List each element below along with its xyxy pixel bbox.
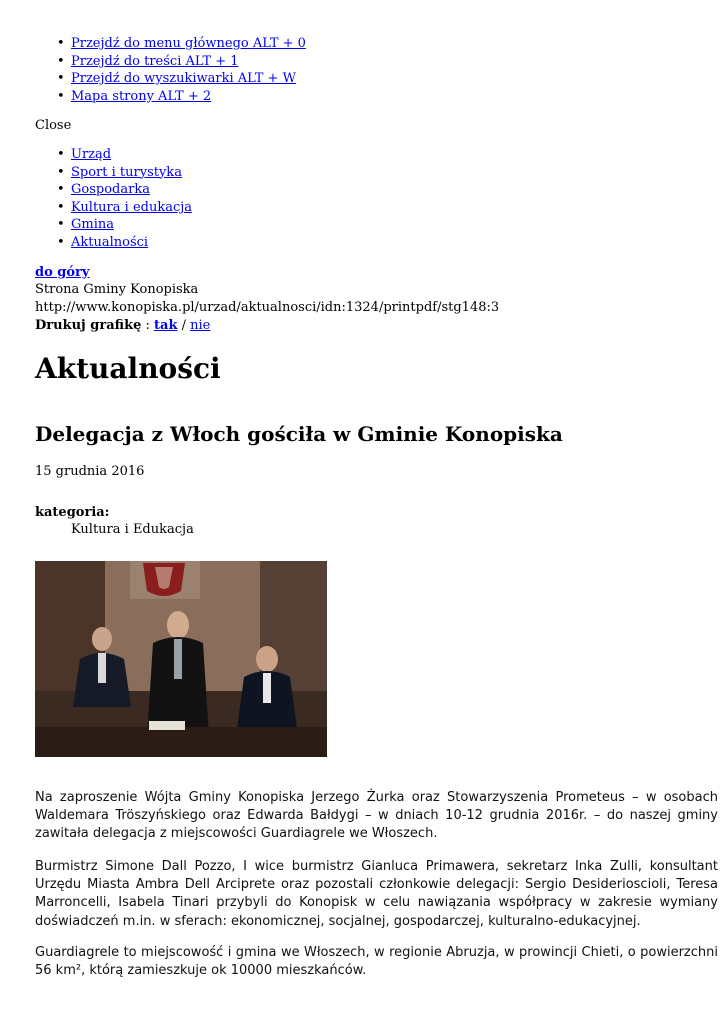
article-photo [35, 561, 327, 757]
nav-item [71, 164, 192, 182]
nav-item [71, 234, 192, 252]
skip-link-item [71, 88, 306, 106]
nav-link-kultura[interactable]: Kultura i edukacja [71, 199, 193, 215]
print-graphics-row [35, 317, 210, 334]
skip-to-content-link[interactable]: Przejdź do treści ALT + 1 [71, 53, 239, 69]
nav-link-gospodarka[interactable]: Gospodarka [71, 182, 150, 198]
print-graphics-no-link[interactable]: nie [190, 318, 211, 333]
close-button[interactable]: Close [35, 118, 72, 133]
main-nav [0, 146, 192, 252]
nav-link-aktualnosci[interactable]: Aktualności [71, 234, 149, 250]
skip-to-menu-link[interactable]: Przejdź do menu głównego ALT + 0 [71, 36, 306, 51]
print-graphics-separator: : [141, 318, 155, 333]
skip-link-item [71, 70, 306, 88]
article-title: Delegacja z Włoch gościła w Gminie Konopiska [35, 422, 563, 446]
category-label: kategoria: [35, 505, 110, 520]
nav-link-sport[interactable]: Sport i turystyka [71, 164, 182, 180]
nav-item [71, 181, 192, 199]
skip-links-list [0, 35, 306, 105]
section-title: Aktualności [35, 352, 221, 385]
article-paragraph: Na zaproszenie Wójta Gminy Konopiska Jerzego Żurka oraz Stowarzyszenia Prometeus – w osobach Waldemara Tröszyńskiego oraz Edwarda Bałdygi – w dniach 10-12 grudnia 2016r. – do naszej gminy zawitała delegacja z miejscowości Guardiagrele we Włoszech. [35, 790, 718, 842]
print-graphics-yes-link[interactable]: tak [154, 318, 178, 333]
article-paragraph: Burmistrz Simone Dall Pozzo, I wice burmistrz Gianluca Primawera, sekretarz Inka Zulli, konsultant Urzędu Miasta Ambra Dell Arciprete oraz pozostali członkowie delegacji: Sergio Desiderioscioli, Teresa Marroncelli, Isabela Tinari przybyli do Konopisk w celu nawiązania współpracy w zakresie wymiany doświadczeń m.in. w sferach: ekonomicznej, socjalnej, gospodarczej, kulturalno-edukacyjnej. [35, 859, 718, 929]
skip-to-search-link[interactable]: Przejdź do wyszukiwarki ALT + W [71, 71, 296, 87]
nav-link-urzad[interactable]: Urząd [71, 147, 112, 162]
skip-link-item [71, 53, 306, 71]
sitemap-link[interactable]: Mapa strony ALT + 2 [71, 88, 212, 104]
article-paragraph: Guardiagrele to miejscowość i gmina we Włoszech, w regionie Abruzja, w prowincji Chieti, o powierzchni 56 km², którą zamieszkuje ok 10000 mieszkańców. [35, 945, 718, 979]
site-name: Strona Gminy Konopiska [35, 282, 199, 297]
nav-item [71, 216, 192, 234]
nav-item [71, 146, 192, 164]
article-date: 15 grudnia 2016 [35, 464, 145, 479]
print-graphics-slash: / [177, 318, 191, 333]
nav-link-gmina[interactable]: Gmina [71, 217, 114, 233]
back-to-top-link[interactable]: do góry [35, 265, 90, 280]
nav-item [71, 199, 192, 217]
skip-link-item [71, 35, 306, 53]
category-value: Kultura i Edukacja [71, 522, 194, 537]
print-graphics-label: Drukuj grafikę [35, 318, 142, 333]
print-url: http://www.konopiska.pl/urzad/aktualnosci/idn:1324/printpdf/stg148:3 [35, 300, 500, 315]
